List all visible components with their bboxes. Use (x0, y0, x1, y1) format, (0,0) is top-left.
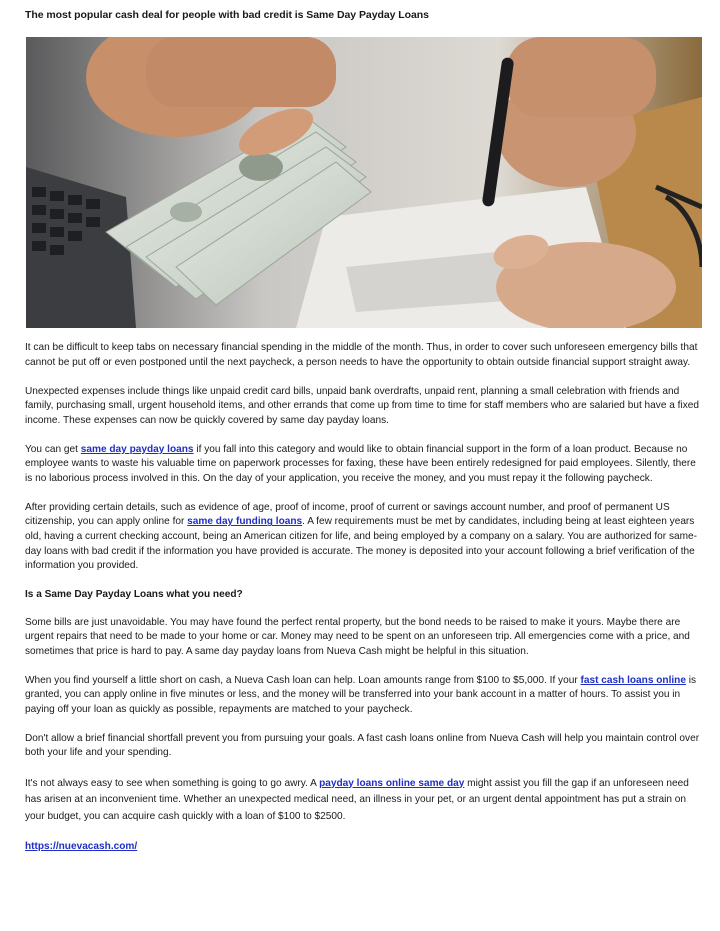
paragraph-bills: Some bills are just unavoidable. You may have found the perfect rental property, but the bond needs to be raised to make it yours. Maybe there are urgent repairs that need to be made to your home or car. Money may need to be spent on an unforeseen trip. All emergencies come with a price, and sometimes that price is hard to pay. A same day payday loans from Nueva Cash might be helpful in this situation. (25, 616, 690, 657)
document-title: The most popular cash deal for people with bad credit is Same Day Payday Loans (25, 9, 429, 21)
nuevacash-url-link[interactable]: https://nuevacash.com/ (25, 840, 138, 852)
paragraph-text: might assist you fill the gap if an unforeseen need has arisen at an inconvenient time. Whether an unexpected medical need, an illness in your pet, or an urgent dental appointment has put a strain on your budget, you can acquire cash quickly with a loan of $100 to $2500. (25, 777, 689, 822)
section-heading: Is a Same Day Payday Loans what you need? (25, 589, 243, 601)
paragraph-text: if you fall into this category and would like to obtain financial support in the form of a loan product. Because no employee wants to waste his valuable time on paperwork processes for faxing, these have been entirely redesigned for paid employees. Silently, there is no laborious process involved in this. On the day of your application, you receive the money, and you must repay it the following paycheck. (25, 443, 696, 484)
paragraph-requirements (25, 501, 703, 574)
paragraph-text: You can get (25, 443, 81, 455)
hero-image (26, 37, 702, 328)
fast-cash-loans-online-link[interactable]: fast cash loans online (580, 674, 686, 686)
paragraph-intro: It can be difficult to keep tabs on necessary financial spending in the middle of the month. Thus, in order to cover such unforeseen emergency bills that cannot be put off or even postponed until the next paycheck, a person needs to have the opportunity to obtain outside financial support straight away. (25, 342, 698, 368)
paragraph-text: is granted, you can apply online in five minutes or less, and the money will be transferred into your bank account in a matter of hours. To assist you in paying off your loan as quickly as possible, repayments are matched to your paycheck. (25, 674, 697, 715)
paragraph-nueva-cash (25, 674, 703, 718)
paragraph-text: After providing certain details, such as evidence of age, proof of income, proof of current or savings account number, and proof of permanent US citizenship, you can apply online for (25, 501, 670, 528)
paragraph-text: . A few requirements must be met by candidates, including being at least eighteen years old, having a current checking account, being an American citizen for life, and being employed by a company on a salary. You are authorized for same-day loans with bad credit if the information you have provided is accurate. The money is deposited into your account following a brief verification of the information you provided. (25, 516, 698, 572)
same-day-funding-loans-link[interactable]: same day funding loans (187, 516, 303, 528)
paragraph-get-loans (25, 443, 703, 487)
money-exchange-illustration (26, 37, 702, 328)
paragraph-expenses: Unexpected expenses include things like unpaid credit card bills, unpaid bank overdrafts, unpaid rent, planning a small celebration with friends and family, purchasing small, urgent household items, and other errands that come up from time to time for staff members who are salaried but have a fixed income. These expenses can now be quickly covered by same day payday loans. (25, 385, 699, 426)
same-day-payday-loans-link[interactable]: same day payday loans (80, 443, 194, 455)
payday-loans-online-same-day-link[interactable]: payday loans online same day (319, 777, 465, 789)
paragraph-awry (25, 776, 703, 826)
article-body (25, 341, 703, 854)
paragraph-text: When you find yourself a little short on cash, a Nueva Cash loan can help. Loan amounts range from $100 to $5,000. If your (25, 674, 581, 686)
paragraph-shortfall: Don't allow a brief financial shortfall prevent you from pursuing your goals. A fast cash loans online from Nueva Cash will help you maintain control over both your life and your spending. (25, 732, 700, 759)
paragraph-text: It's not always easy to see when something is going to go awry. A (25, 777, 320, 789)
